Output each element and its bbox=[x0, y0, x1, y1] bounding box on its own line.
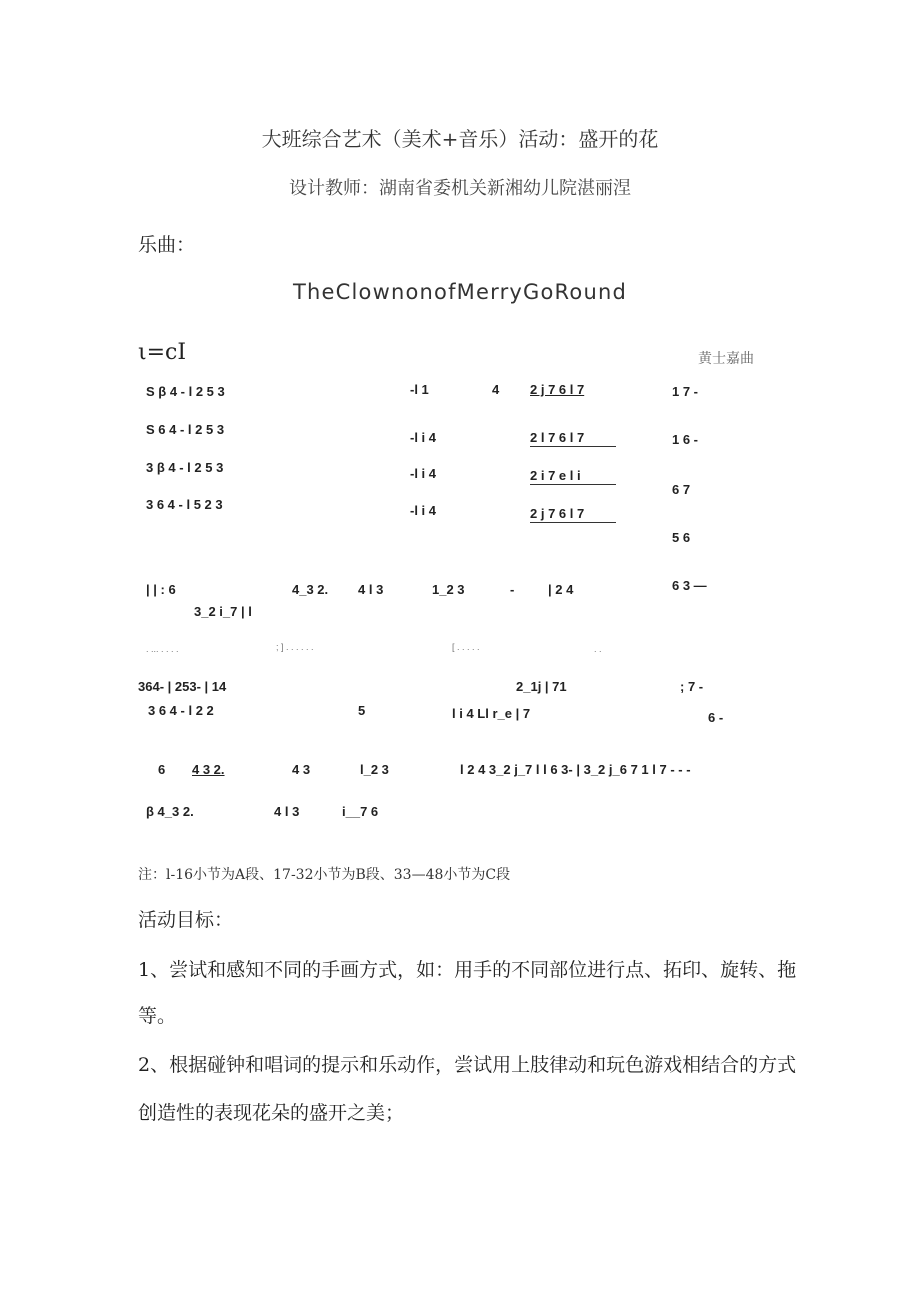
score-text: 3_2 i_7 | l bbox=[194, 604, 252, 619]
score-text: -l i 4 bbox=[410, 466, 437, 481]
score-text: β 4_3 2. bbox=[146, 804, 194, 819]
score-text: 4 3 2. bbox=[192, 762, 225, 777]
music-label: 乐曲： bbox=[138, 234, 196, 256]
score-text: 4 bbox=[492, 382, 500, 397]
score-text: S β 4 - l 2 5 3 bbox=[146, 384, 225, 399]
score-text: 2 j 7 6 l 7 bbox=[530, 506, 585, 521]
score-text: 1 6 - bbox=[672, 432, 699, 447]
goal-1-line-1: 1、尝试和感知不同的手画方式，如：用手的不同部位进行点、拓印、旋转、拖 bbox=[138, 959, 797, 981]
score-text: 3 6 4 - l 2 2 bbox=[148, 703, 214, 718]
score-text: 2 i 7 e l i bbox=[530, 468, 581, 483]
faint-marks: . ... . . . . bbox=[146, 644, 179, 654]
goal-1-line-2: 等。 bbox=[138, 1005, 177, 1027]
score-text: 2_1j | 71 bbox=[516, 679, 567, 694]
composer-credit: 黄士嘉曲 bbox=[698, 351, 754, 367]
beam-line bbox=[530, 522, 616, 523]
score-text: 6 3 — bbox=[672, 578, 707, 593]
score-text: | 2 4 bbox=[548, 582, 574, 597]
beam-line bbox=[530, 446, 616, 447]
score-text: 4 l 3 bbox=[274, 804, 300, 819]
score-text: 6 - bbox=[708, 710, 724, 725]
score-text: -l 1 bbox=[410, 382, 429, 397]
goal-2-line-2: 创造性的表现花朵的盛开之美； bbox=[138, 1102, 405, 1124]
faint-marks: . . bbox=[594, 644, 602, 654]
score-text: 1_2 3 bbox=[432, 582, 465, 597]
score-text: i__7 6 bbox=[342, 804, 379, 819]
score-text: 5 6 bbox=[672, 530, 691, 545]
score-text: 3 6 4 - l 5 2 3 bbox=[146, 497, 223, 512]
score-text: 4_3 2. bbox=[292, 582, 329, 597]
score-text: ; 7 - bbox=[680, 679, 704, 694]
score-text: 4 3 bbox=[292, 762, 311, 777]
designer-line: 设计教师：湖南省委机关新湘幼儿院湛丽涅 bbox=[289, 178, 631, 199]
document-title: 大班综合艺术（美术+音乐）活动：盛开的花 bbox=[261, 127, 659, 151]
faint-marks: ; ] . . . . . . bbox=[276, 642, 314, 652]
score-text: 3 β 4 - l 2 5 3 bbox=[146, 460, 224, 475]
goals-heading: 活动目标： bbox=[138, 909, 234, 931]
score-text: | | : 6 bbox=[146, 582, 176, 597]
score-text: -l i 4 bbox=[410, 430, 437, 445]
score-text: l i 4 Ll r_e | 7 bbox=[452, 706, 531, 721]
key-signature: ι=cI bbox=[138, 340, 187, 365]
score-text: l_2 3 bbox=[360, 762, 389, 777]
score-text: l 2 4 3_2 j_7 l l 6 3- | 3_2 j_6 7 1 l 7 - - - bbox=[460, 762, 691, 777]
section-note: 注：l-16小节为A段、17-32小节为B段、33—48小节为C段 bbox=[138, 867, 511, 883]
score-text: S 6 4 - l 2 5 3 bbox=[146, 422, 225, 437]
piece-title: TheClownonofMerryGoRound bbox=[292, 280, 628, 304]
score-text: 364- | 253- | 14 bbox=[138, 679, 227, 694]
score-text: 5 bbox=[358, 703, 366, 718]
score-text: 2 l 7 6 l 7 bbox=[530, 430, 585, 445]
score-text: 6 bbox=[158, 762, 166, 777]
score-text: 2 j 7 6 l 7 bbox=[530, 382, 585, 397]
score-text: -l i 4 bbox=[410, 503, 437, 518]
beam-line bbox=[530, 484, 616, 485]
faint-marks: [ . . . . . bbox=[452, 642, 480, 652]
score-text: 4 l 3 bbox=[358, 582, 384, 597]
score-text: - bbox=[510, 582, 515, 597]
score-text: 6 7 bbox=[672, 482, 691, 497]
score-text: 1 7 - bbox=[672, 384, 699, 399]
goal-2-line-1: 2、根据碰钟和唱词的提示和乐动作，尝试用上肢律动和玩色游戏相结合的方式 bbox=[138, 1054, 797, 1076]
